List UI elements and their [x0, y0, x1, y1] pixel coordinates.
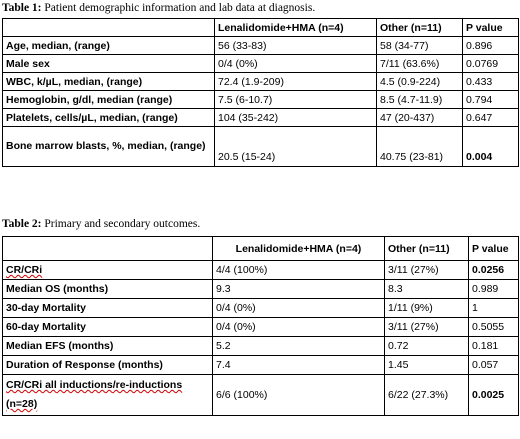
row-label: 60-day Mortality: [3, 318, 213, 337]
table-row: [3, 127, 519, 167]
row-label: Male sex: [3, 55, 215, 73]
header-cell: P value: [463, 19, 519, 37]
table-cell: 40.75 (23-81): [377, 127, 463, 167]
table-row: [3, 37, 519, 55]
table-row: [3, 356, 519, 375]
table-cell: 6/6 (100%): [213, 375, 385, 416]
header-cell: Other (n=11): [385, 237, 469, 261]
table-cell: 3/11 (27%): [385, 318, 469, 337]
header-cell: Lenalidomide+HMA (n=4): [213, 237, 385, 261]
table-header-row: [3, 237, 519, 261]
table-cell: 0/4 (0%): [215, 55, 377, 73]
table-cell: 56 (33-83): [215, 37, 377, 55]
row-label: Duration of Response (months): [3, 356, 213, 375]
row-label-text: CR/CRi all inductions/re-inductions (n=28): [6, 379, 183, 410]
outcomes-table: [2, 236, 519, 416]
table-cell: 72.4 (1.9-209): [215, 73, 377, 91]
table-cell: 47 (20-437): [377, 109, 463, 127]
table-cell: 9.3: [213, 280, 385, 299]
table-cell: 1.45: [385, 356, 469, 375]
table-header-row: [3, 19, 519, 37]
table-row: [3, 261, 519, 280]
p-value-cell: 0.004: [463, 127, 519, 167]
table-cell: 4/4 (100%): [213, 261, 385, 280]
header-cell: Other (n=11): [377, 19, 463, 37]
table-cell: 4.5 (0.9-224): [377, 73, 463, 91]
table-cell: 3/11 (27%): [385, 261, 469, 280]
table-row: [3, 73, 519, 91]
header-cell: [3, 19, 215, 37]
header-cell: P value: [469, 237, 519, 261]
row-label: Median EFS (months): [3, 337, 213, 356]
p-value-cell: 0.0025: [469, 375, 519, 416]
table-cell: 0/4 (0%): [213, 318, 385, 337]
table1-caption-text: Patient demographic information and lab data at diagnosis.: [41, 2, 316, 14]
p-value-cell: 0.0769: [463, 55, 519, 73]
table-cell: 7/11 (63.6%): [377, 55, 463, 73]
p-value-cell: 0.181: [469, 337, 519, 356]
header-cell: Lenalidomide+HMA (n=4): [215, 19, 377, 37]
table-cell: 8.3: [385, 280, 469, 299]
p-value-cell: 0.433: [463, 73, 519, 91]
table-row: [3, 109, 519, 127]
row-label: 30-day Mortality: [3, 299, 213, 318]
row-label: WBC, k/µL, median, (range): [3, 73, 215, 91]
row-label: [3, 261, 213, 280]
table-cell: 8.5 (4.7-11.9): [377, 91, 463, 109]
p-value-cell: 1: [469, 299, 519, 318]
table-row: [3, 299, 519, 318]
table-row: [3, 91, 519, 109]
table-row: [3, 318, 519, 337]
table-cell: 1/11 (9%): [385, 299, 469, 318]
table-cell: 7.4: [213, 356, 385, 375]
table2-caption-text: Primary and secondary outcomes.: [41, 218, 201, 230]
demographics-table: [2, 18, 519, 167]
row-label: Bone marrow blasts, %, median, (range): [3, 127, 215, 167]
table1-caption: [2, 2, 315, 14]
table1-caption-label: Table 1:: [2, 2, 42, 14]
table-cell: 58 (34-77): [377, 37, 463, 55]
p-value-cell: 0.794: [463, 91, 519, 109]
table-cell: 5.2: [213, 337, 385, 356]
row-label: Platelets, cells/µL, median, (range): [3, 109, 215, 127]
table-row: [3, 375, 519, 416]
table-cell: 20.5 (15-24): [215, 127, 377, 167]
p-value-cell: 0.057: [469, 356, 519, 375]
table-cell: 0/4 (0%): [213, 299, 385, 318]
header-cell: [3, 237, 213, 261]
row-label: Median OS (months): [3, 280, 213, 299]
row-label-text: CR/CRi: [6, 264, 43, 276]
p-value-cell: 0.0256: [469, 261, 519, 280]
p-value-cell: 0.647: [463, 109, 519, 127]
row-label: Age, median, (range): [3, 37, 215, 55]
row-label: Hemoglobin, g/dl, median (range): [3, 91, 215, 109]
table-cell: 6/22 (27.3%): [385, 375, 469, 416]
p-value-cell: 0.896: [463, 37, 519, 55]
p-value-cell: 0.5055: [469, 318, 519, 337]
table-row: [3, 280, 519, 299]
table2-caption-label: Table 2:: [2, 218, 42, 230]
table-row: [3, 55, 519, 73]
table-row: [3, 337, 519, 356]
table-cell: 0.72: [385, 337, 469, 356]
table2-caption: [2, 218, 200, 230]
row-label: [3, 375, 213, 416]
p-value-cell: 0.989: [469, 280, 519, 299]
table-cell: 104 (35-242): [215, 109, 377, 127]
table-cell: 7.5 (6-10.7): [215, 91, 377, 109]
